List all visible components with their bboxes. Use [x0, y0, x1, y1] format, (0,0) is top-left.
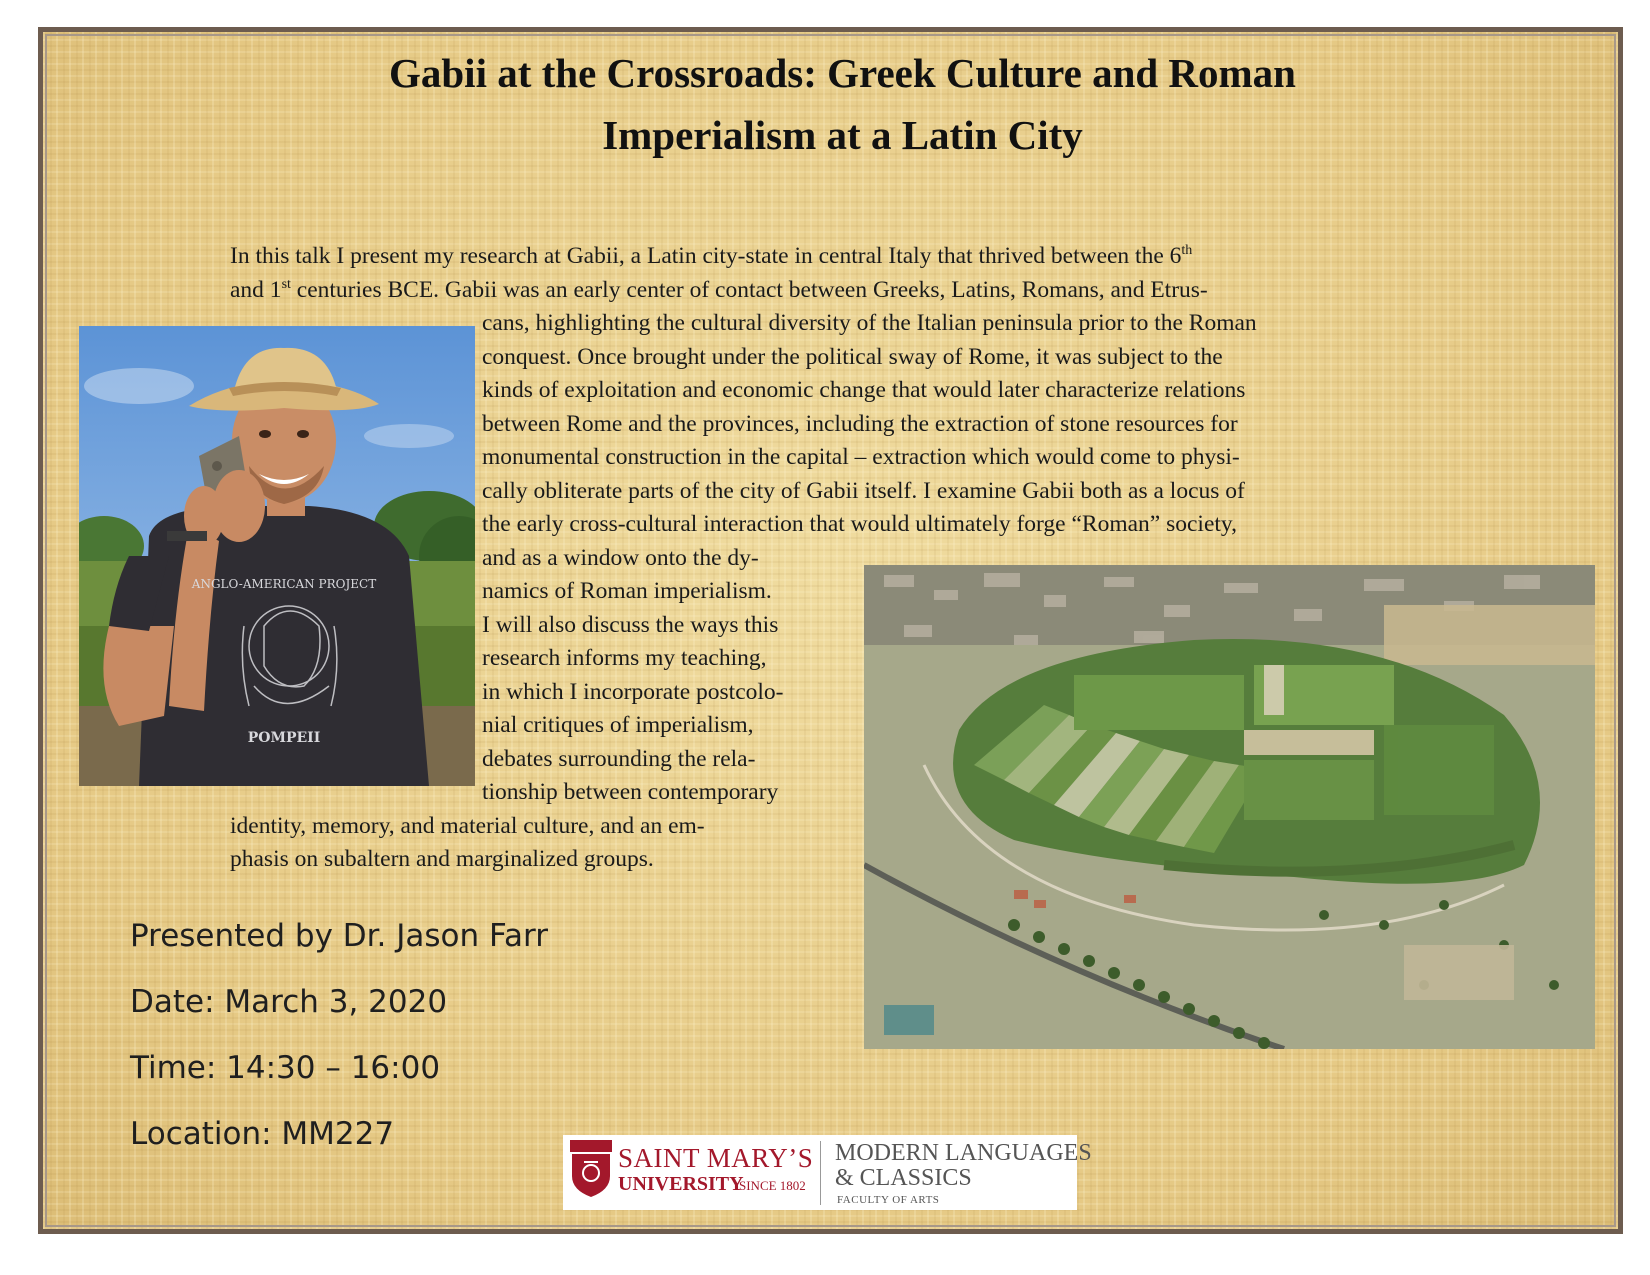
- abstract-text-run: and 1: [230, 276, 282, 303]
- department-name-line-2: & CLASSICS: [835, 1165, 972, 1191]
- abstract-line: phasis on subaltern and marginalized groups.: [230, 846, 654, 872]
- abstract-text-run: In this talk I present my research at Gabii, a Latin city-state in central Italy that thrived between the 6: [230, 243, 1182, 269]
- abstract-line: cans, highlighting the cultural diversity of the Italian peninsula prior to the Roman: [482, 310, 1257, 336]
- location-line: Location: MM227: [130, 1116, 395, 1152]
- shirt-text-bottom: POMPEII: [247, 730, 321, 746]
- abstract-line: identity, memory, and material culture, and an em-: [230, 812, 705, 839]
- abstract-line: and as a window onto the dy-: [482, 544, 759, 571]
- ordinal-suffix: th: [1181, 243, 1193, 259]
- abstract-line: tionship between contemporary: [482, 779, 779, 805]
- logo-divider: [820, 1141, 821, 1205]
- aerial-photo-illustration: [864, 565, 1595, 1049]
- presenter-line: Presented by Dr. Jason Farr: [130, 918, 548, 954]
- shirt-text-top: ANGLO-AMERICAN PROJECT: [191, 577, 377, 591]
- abstract-line: research informs my teaching,: [482, 645, 767, 671]
- event-details: [130, 903, 548, 1167]
- university-subtitle: UNIVERSITY: [618, 1173, 744, 1195]
- university-name: SAINT MARY’S: [618, 1143, 814, 1173]
- university-logo: [563, 1135, 1092, 1210]
- ordinal-suffix: st: [281, 276, 291, 292]
- abstract-line: kinds of exploitation and economic change that would later characterize relations: [482, 377, 1246, 403]
- abstract-line: namics of Roman imperialism.: [482, 578, 772, 604]
- faculty-name: FACULTY OF ARTS: [837, 1194, 940, 1206]
- time-line: Time: 14:30 – 16:00: [130, 1050, 441, 1086]
- abstract-line: monumental construction in the capital – extraction which would come to physi-: [482, 444, 1240, 470]
- aerial-photo: [864, 565, 1595, 1049]
- abstract-line: the early cross-cultural interaction that would ultimately forge “Roman” society,: [482, 511, 1238, 537]
- abstract-line: conquest. Once brought under the political sway of Rome, it was subject to the: [482, 343, 1223, 370]
- abstract-line: [230, 274, 1257, 308]
- date-line: Date: March 3, 2020: [130, 984, 448, 1020]
- abstract-line: debates surrounding the rela-: [482, 745, 756, 772]
- presenter-photo-illustration: [79, 326, 475, 786]
- abstract-line: cally obliterate parts of the city of Gabii itself. I examine Gabii both as a locus of: [482, 477, 1245, 504]
- abstract-text-run: centuries BCE. Gabii was an early center of contact between Greeks, Latins, Romans, and Etrus-: [290, 276, 1208, 303]
- crest-icon: [570, 1140, 612, 1198]
- title-line-1: Gabii at the Crossroads: Greek Culture and Roman: [388, 50, 1296, 96]
- abstract-line: [230, 240, 1257, 274]
- founded-year: SINCE 1802: [739, 1178, 806, 1193]
- abstract-line: nial critiques of imperialism,: [482, 712, 754, 738]
- title-line-2: Imperialism at a Latin City: [602, 112, 1083, 158]
- department-name-line-1: MODERN LANGUAGES: [835, 1140, 1092, 1166]
- abstract-line: between Rome and the provinces, including the extraction of stone resources for: [482, 410, 1238, 437]
- presenter-photo: [79, 326, 475, 786]
- poster-title: [0, 42, 1650, 166]
- abstract-line: I will also discuss the ways this: [482, 611, 779, 638]
- abstract-line: in which I incorporate postcolo-: [482, 678, 784, 705]
